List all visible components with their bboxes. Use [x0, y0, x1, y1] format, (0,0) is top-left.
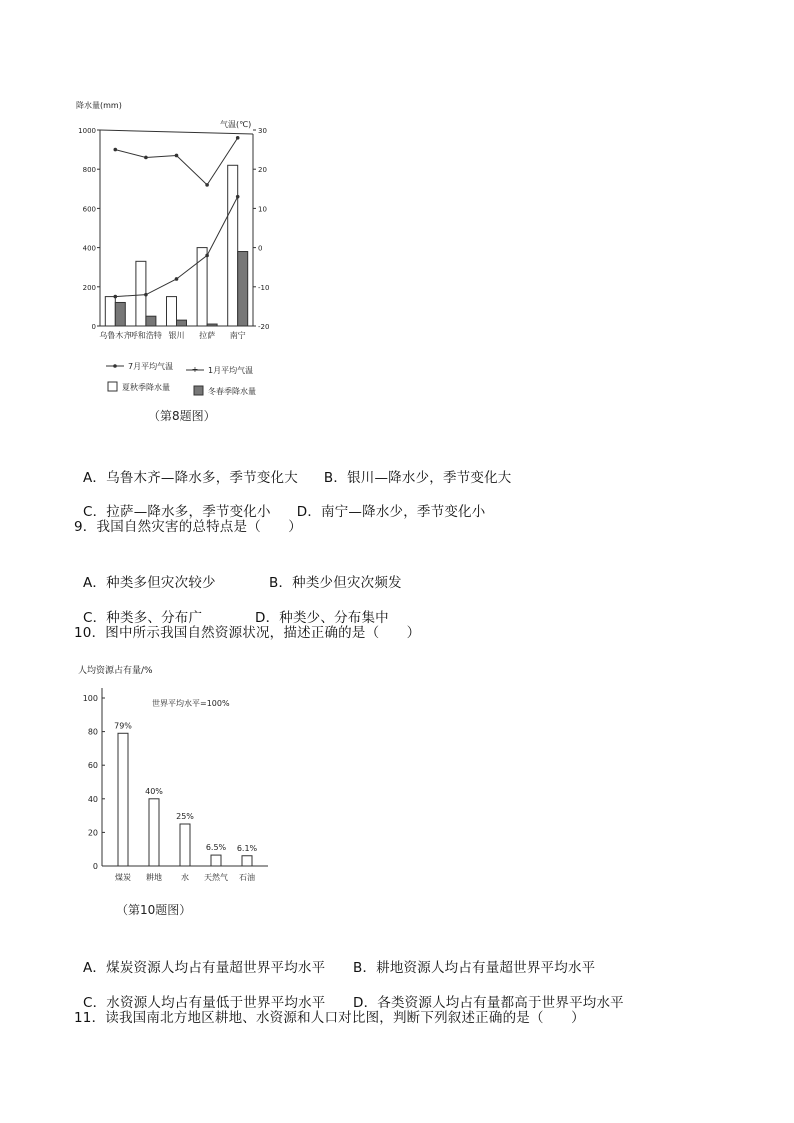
q8-bar-winter	[115, 302, 125, 326]
q8-right-tick-label: -20	[258, 323, 270, 331]
q9-option-b[interactable]: B．种类少但灾次频发	[268, 575, 402, 591]
q10-y-tick-label: 40	[87, 794, 98, 804]
q9-options-row-1	[74, 553, 402, 593]
q10-category-label: 石油	[239, 873, 255, 882]
q9-options-row-2	[74, 588, 389, 628]
q8-right-tick-label: 10	[258, 205, 267, 214]
q8-legend	[106, 361, 256, 396]
q8-point-july	[144, 156, 148, 160]
q8-bar-winter	[207, 324, 217, 326]
q8-category-label: 呼和浩特	[129, 331, 162, 340]
q10-figure-caption: （第10题图）	[116, 903, 192, 917]
q8-option-c[interactable]: C．拉萨—降水多，季节变化小	[82, 504, 271, 520]
q10-category-label: 天然气	[204, 873, 228, 882]
q10-category-label: 水	[181, 873, 189, 882]
q10-bar-label: 40%	[145, 786, 163, 796]
q10-options-row-1	[74, 938, 595, 978]
q8-left-tick-label: 600	[82, 205, 96, 214]
q8-figure-caption: （第8题图）	[148, 409, 216, 423]
q10-chart-svg	[72, 658, 282, 920]
q8-legend-summer: 夏秋季降水量	[122, 383, 170, 392]
q8-bar-winter	[177, 320, 187, 326]
q8-category-label: 南宁	[229, 331, 246, 340]
q8-option-d[interactable]: D．南宁—降水少，季节变化小	[296, 504, 486, 520]
q10-bar-label: 25%	[176, 812, 194, 821]
q8-point-july	[175, 154, 179, 158]
q8-left-tick-label: 200	[82, 283, 96, 292]
q8-bar-summer	[105, 297, 115, 326]
q9-option-c[interactable]: C．种类多、分布广	[82, 610, 203, 626]
q8-options-row-2	[74, 482, 485, 522]
q8-legend-jan: 1月平均气温	[208, 366, 254, 375]
q9-stem: 9．我国自然灾害的总特点是（ ）	[74, 519, 302, 535]
svg-text:+: +	[191, 365, 199, 374]
q8-point-july	[205, 183, 209, 187]
q8-category-label: 银川	[168, 331, 185, 340]
q8-point-july	[236, 136, 240, 140]
q8-point-jan	[175, 277, 179, 281]
q8-right-tick-label: 0	[258, 244, 263, 253]
q10-option-d[interactable]: D．各类资源人均占有量都高于世界平均水平	[352, 995, 624, 1011]
q10-bar-label: 6.1%	[236, 843, 258, 853]
q9-option-a[interactable]: A．种类多但灾次较少	[82, 575, 216, 591]
q8-right-tick-label: -10	[258, 283, 270, 292]
q8-line-jan	[115, 197, 237, 297]
q8-climate-chart	[70, 94, 280, 434]
q10-bar-label: 6.5%	[205, 843, 227, 853]
q8-left-tick-label: 0	[91, 323, 96, 331]
q8-category-label: 乌鲁木齐	[99, 331, 132, 340]
q8-left-tick-label: 800	[82, 166, 96, 175]
q8-left-tick-label: 1000	[78, 127, 96, 135]
q10-option-c[interactable]: C．水资源人均占有量低于世界平均水平	[82, 995, 326, 1011]
q8-point-jan	[236, 195, 240, 199]
q8-option-b[interactable]: B．银川—降水少，季节变化大	[323, 470, 512, 486]
q10-y-tick-label: 0	[92, 862, 98, 871]
q8-legend-winter: 冬春季降水量	[208, 387, 256, 396]
q8-line-july	[115, 138, 237, 185]
q10-bar	[242, 856, 252, 866]
q10-option-b[interactable]: B．耕地资源人均占有量超世界平均水平	[352, 960, 596, 976]
q8-bar-winter	[146, 316, 156, 326]
q8-legend-july: 7月平均气温	[128, 362, 174, 371]
q8-left-tick-label: 400	[82, 244, 96, 253]
q10-category-label: 耕地	[146, 873, 162, 882]
q11-stem: 11．读我国南北方地区耕地、水资源和人口对比图，判断下列叙述正确的是（ ）	[74, 1010, 585, 1026]
q10-bar	[118, 733, 128, 866]
q10-annotation: 世界平均水平=100%	[152, 699, 230, 708]
q10-y-axis-label: 人均资源占有量/%	[78, 666, 153, 676]
q10-y-tick-label: 80	[87, 727, 98, 737]
q10-bar	[149, 799, 159, 866]
q8-point-jan	[144, 293, 148, 297]
q10-bar	[211, 855, 221, 866]
q8-bar-winter	[238, 252, 248, 326]
q8-option-a[interactable]: A．乌鲁木齐—降水多，季节变化大	[82, 470, 298, 486]
q8-chart-svg	[70, 94, 280, 434]
q10-options-row-2	[74, 973, 624, 1013]
q8-point-july	[114, 148, 118, 152]
q10-bar	[180, 824, 190, 866]
q8-category-label: 拉萨	[199, 331, 216, 340]
q10-y-tick-label: 60	[87, 761, 98, 771]
q9-option-d[interactable]: D．种类少、分布集中	[254, 610, 389, 626]
q8-point-jan	[205, 254, 209, 258]
q10-y-tick-label: 20	[87, 828, 98, 838]
q10-category-label: 煤炭	[115, 873, 131, 882]
q8-left-axis-label: 降水量(mm)	[76, 101, 122, 110]
q8-right-tick-label: 20	[258, 166, 267, 175]
q8-bar-summer	[167, 297, 177, 326]
q8-top-border	[100, 130, 253, 134]
q8-bar-summer	[228, 165, 238, 326]
q10-resource-chart	[72, 658, 282, 920]
q8-right-axis-label: 气温(℃)	[220, 120, 252, 129]
q10-bar-label: 79%	[114, 721, 132, 731]
q8-point-jan	[114, 295, 118, 299]
q10-option-a[interactable]: A．煤炭资源人均占有量超世界平均水平	[82, 960, 326, 976]
q10-stem: 10．图中所示我国自然资源状况，描述正确的是（ ）	[74, 625, 421, 641]
q8-right-tick-label: 30	[258, 127, 267, 135]
q10-y-tick-label: 100	[82, 694, 98, 703]
